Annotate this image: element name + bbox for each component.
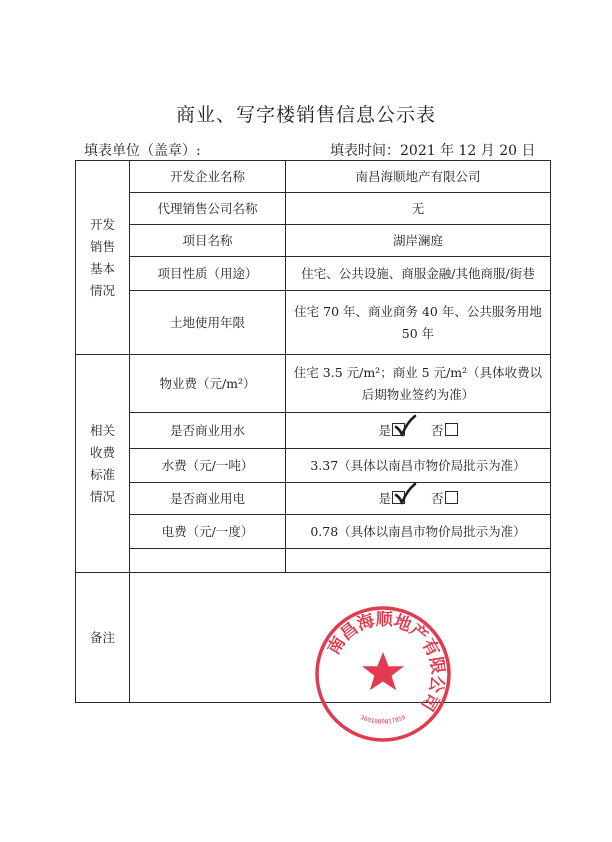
- yes-checkbox[interactable]: [392, 423, 405, 436]
- table-row: [76, 161, 551, 193]
- property-fee-label: 物业费（元/m²）: [130, 355, 286, 413]
- form-title: 商业、写字楼销售信息公示表: [175, 104, 436, 126]
- yes-option-label: 是: [378, 490, 391, 506]
- table-row: [76, 449, 551, 483]
- fee-info-group-label: [76, 355, 130, 573]
- no-checkbox[interactable]: [445, 423, 458, 436]
- project-nature-label: 项目性质（用途）: [130, 257, 286, 291]
- yes-checkbox[interactable]: [392, 491, 405, 504]
- company-seal: [313, 604, 453, 744]
- table-row: [76, 413, 551, 449]
- group-label-char: 收费: [89, 444, 115, 460]
- land-use-term-label: 土地使用年限: [130, 291, 286, 355]
- power-fee-value: 0.78（具体以南昌市物价局批示为准）: [286, 515, 551, 549]
- table-row: [76, 225, 551, 257]
- group-label-char: 情况: [89, 282, 115, 298]
- group-label-char: 销售: [89, 238, 115, 254]
- remarks-label: 备注: [76, 573, 130, 703]
- table-row: [76, 483, 551, 515]
- group-label-char: 相关: [89, 422, 115, 438]
- group-label-char: 基本: [89, 260, 115, 276]
- table-row: [76, 257, 551, 291]
- power-fee-label: 电费（元/一度）: [130, 515, 286, 549]
- seal-number: [359, 714, 407, 726]
- agent-company-label: 代理销售公司名称: [130, 193, 286, 225]
- water-fee-value: 3.37（具体以南昌市物价局批示为准）: [286, 449, 551, 483]
- commercial-water-label: 是否商业用水: [130, 413, 286, 449]
- water-fee-label: 水费（元/一吨）: [130, 449, 286, 483]
- group-label-char: 标准: [89, 466, 115, 482]
- checkmark-icon: [394, 415, 416, 437]
- project-name-value: 湖岸澜庭: [286, 225, 551, 257]
- agent-company-value: 无: [286, 193, 551, 225]
- no-checkbox[interactable]: [445, 491, 458, 504]
- project-nature-value: 住宅、公共设施、商服金融/其他商服/街巷: [286, 257, 551, 291]
- star-icon: [362, 652, 404, 690]
- filling-date-label: 填表时间：2021 年 12 月 20 日: [330, 143, 536, 159]
- land-use-term-value: 住宅 70 年、商业商务 40 年、公共服务用地 50 年: [286, 291, 551, 355]
- developer-info-group-label: [76, 161, 130, 355]
- table-row: [76, 549, 551, 573]
- blank-cell: [286, 549, 551, 573]
- seal-text-path: 南昌海顺地产有限公司: [324, 609, 448, 714]
- property-fee-value: 住宅 3.5 元/m²；商业 5 元/m²（具体收费以后期物业签约为准）: [286, 355, 551, 413]
- yes-option-label: 是: [378, 422, 391, 438]
- table-row: [76, 193, 551, 225]
- blank-cell: [130, 549, 286, 573]
- no-option-label: 否: [430, 422, 444, 438]
- filling-unit-label: 填表单位（盖章）:: [84, 143, 201, 159]
- commercial-power-label: 是否商业用电: [130, 483, 286, 515]
- seal-number-path: 3601080017859: [359, 714, 407, 726]
- table-row: [76, 515, 551, 549]
- group-label-char: 开发: [89, 216, 115, 232]
- no-option-label: 否: [430, 490, 444, 506]
- developer-name-label: 开发企业名称: [130, 161, 286, 193]
- developer-name-value: 南昌海顺地产有限公司: [286, 161, 551, 193]
- table-row: [76, 355, 551, 413]
- table-row: [76, 291, 551, 355]
- checkmark-icon: [394, 483, 416, 505]
- project-name-label: 项目名称: [130, 225, 286, 257]
- commercial-power-choice: [286, 483, 551, 515]
- commercial-water-choice: [286, 413, 551, 449]
- group-label-char: 情况: [89, 488, 115, 504]
